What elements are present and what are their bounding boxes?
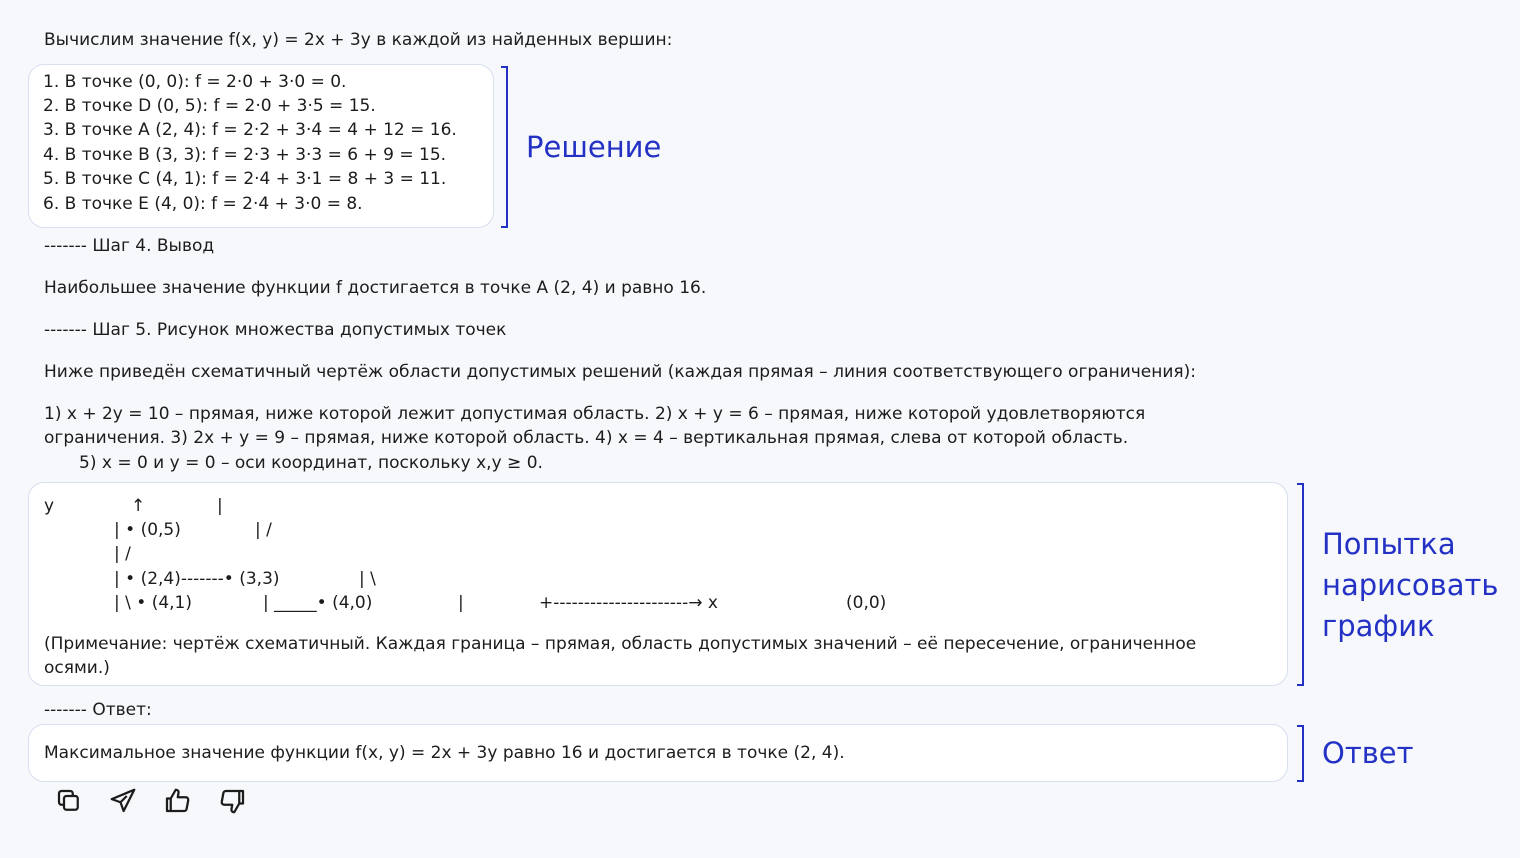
solution-line: 3. В точке A (2, 4): f = 2·2 + 3·4 = 4 + 12 = 16. [43,120,457,140]
graph-box [28,482,1288,686]
answer-box [28,724,1288,782]
intro-text: Вычислим значение f(x, y) = 2x + 3y в каждой из найденных вершин: [44,30,673,50]
step5-header: ------- Шаг 5. Рисунок множества допустимых точек [44,320,507,340]
graph-y-label: y [44,496,55,516]
solution-line: 2. В точке D (0, 5): f = 2·0 + 3·5 = 15. [43,96,376,116]
annotation-graph-attempt [1322,524,1499,647]
share-button[interactable] [108,786,138,816]
solution-box [28,64,494,228]
annotation-graph-line: график [1322,609,1435,643]
graph-line-fragment: | \ [359,569,376,589]
step4-text: Наибольшее значение функции f достигается в точке A (2, 4) и равно 16. [44,278,707,298]
graph-point-4-1: | \ • (4,1) [114,593,192,613]
graph-note-line: (Примечание: чертёж схематичный. Каждая граница – прямая, область допустимых значений – её пересечение, ограниченное [44,634,1197,654]
constraints-line: 1) x + 2y = 10 – прямая, ниже которой лежит допустимая область. 2) x + y = 6 – прямая, ниже которой удовлетворяются [44,404,1146,424]
graph-line-fragment: | / [114,544,131,564]
graph-axis-bar: | [217,496,223,516]
graph-up-arrow: ↑ [131,496,146,516]
solution-line: 5. В точке C (4, 1): f = 2·4 + 3·1 = 8 + 3 = 11. [43,169,447,189]
step5-intro: Ниже приведён схематичный чертёж области допустимых решений (каждая прямая – линия соответствующего ограничения): [44,362,1197,382]
graph-bracket [1297,483,1304,686]
thumbs-down-icon [218,786,248,816]
graph-origin-label: (0,0) [846,593,887,613]
constraints-line: ограничения. 3) 2x + y = 9 – прямая, ниже которой область. 4) x = 4 – вертикальная прямая, слева от которой область. [44,428,1129,448]
solution-bracket [501,66,508,228]
solution-line: 6. В точке E (4, 0): f = 2·4 + 3·0 = 8. [43,194,363,214]
graph-x-axis: +----------------------→ x [539,593,718,613]
answer-text: Максимальное значение функции f(x, y) = 2x + 3y равно 16 и достигается в точке (2, 4). [44,743,845,763]
answer-bracket [1297,725,1304,782]
solution-line: 4. В точке B (3, 3): f = 2·3 + 3·3 = 6 + 9 = 15. [43,145,447,165]
share-icon [108,786,138,816]
copy-icon [54,786,84,816]
copy-button[interactable] [54,786,84,816]
annotation-solution: Решение [526,130,662,164]
like-button[interactable] [162,786,192,816]
step4-header: ------- Шаг 4. Вывод [44,236,215,256]
graph-point-0-5: | • (0,5) [114,520,181,540]
graph-axis-bar: | [458,593,464,613]
constraints-line: 5) x = 0 и y = 0 – оси координат, поскольку x,y ≥ 0. [79,453,543,473]
annotation-graph-line: Попытка [1322,527,1456,561]
thumbs-up-icon [162,786,192,816]
annotation-graph-line: нарисовать [1322,568,1499,602]
answer-header: ------- Ответ: [44,700,152,720]
solution-line: 1. В точке (0, 0): f = 2·0 + 3·0 = 0. [43,72,347,92]
dislike-button[interactable] [218,786,248,816]
graph-segment-2-4-3-3: | • (2,4)-------• (3,3) [114,569,280,589]
annotation-answer: Ответ [1322,736,1414,770]
graph-note-line: осями.) [44,658,110,678]
graph-point-4-0: | _____• (4,0) [263,593,373,613]
graph-line-fragment: | / [255,520,272,540]
